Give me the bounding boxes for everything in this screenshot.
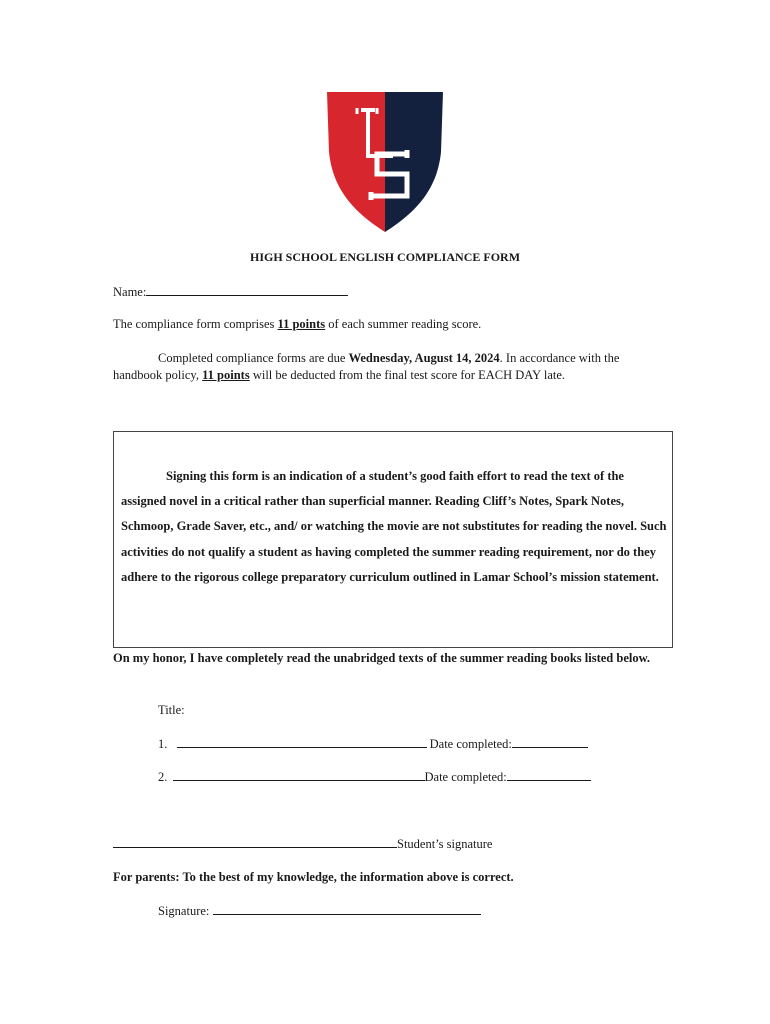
due-date: Wednesday, August 14, 2024 bbox=[348, 351, 500, 365]
form-title: HIGH SCHOOL ENGLISH COMPLIANCE FORM bbox=[249, 250, 521, 264]
honor-statement: On my honor, I have completely read the unabridged texts of the summer reading books listed below. bbox=[113, 651, 651, 665]
school-shield-logo bbox=[327, 92, 443, 232]
book-title-field[interactable] bbox=[177, 736, 427, 748]
points-value: 11 points bbox=[277, 317, 326, 331]
book-title-field[interactable] bbox=[173, 769, 425, 781]
book-number: 1. bbox=[158, 737, 168, 751]
name-label: Name: bbox=[113, 285, 147, 299]
name-field[interactable] bbox=[146, 284, 348, 296]
date-completed-label: Date completed: bbox=[429, 737, 512, 751]
due-suffix: will be deducted from the final test score for EACH DAY late. bbox=[249, 368, 566, 382]
points-suffix: of each summer reading score. bbox=[325, 317, 482, 331]
parent-signature-label: Signature: bbox=[158, 904, 210, 918]
name-row bbox=[113, 284, 348, 300]
points-prefix: The compliance form comprises bbox=[113, 317, 278, 331]
notice-box bbox=[113, 431, 673, 648]
shield-right-half bbox=[385, 92, 443, 232]
due-prefix: Completed compliance forms are due bbox=[158, 351, 349, 365]
notice-text: Signing this form is an indication of a student’s good faith effort to read the text of the assigned novel in a critical rather than superficial manner. Reading Cliff’s Notes, Spark Notes, Schmoop, Grade Saver, etc., and/ or watching the movie are not substitutes for reading the novel. Such activities do not qualify a student as having completed the summer reading requirement, nor do they adhere to the rigorous college preparatory curriculum outlined in Lamar School’s mission statement. bbox=[121, 469, 667, 584]
date-completed-field[interactable] bbox=[507, 769, 591, 781]
book-number: 2. bbox=[158, 770, 168, 784]
student-signature-row bbox=[113, 836, 492, 852]
due-middle: . In accordance with the handbook policy, bbox=[113, 351, 620, 382]
late-points: 11 points bbox=[202, 368, 250, 382]
book-row-2 bbox=[158, 769, 591, 785]
date-completed-label: Date completed: bbox=[424, 770, 507, 784]
parents-statement: For parents: To the best of my knowledge, the information above is correct. bbox=[113, 870, 514, 884]
book-row-1 bbox=[158, 736, 588, 752]
student-signature-label: Student’s signature bbox=[397, 837, 493, 851]
date-completed-field[interactable] bbox=[512, 736, 588, 748]
parent-signature-field[interactable] bbox=[213, 903, 481, 915]
parent-signature-row bbox=[158, 903, 481, 919]
points-statement bbox=[113, 317, 481, 332]
student-signature-field[interactable] bbox=[113, 836, 397, 848]
due-statement bbox=[113, 350, 658, 384]
title-label: Title: bbox=[158, 703, 185, 717]
